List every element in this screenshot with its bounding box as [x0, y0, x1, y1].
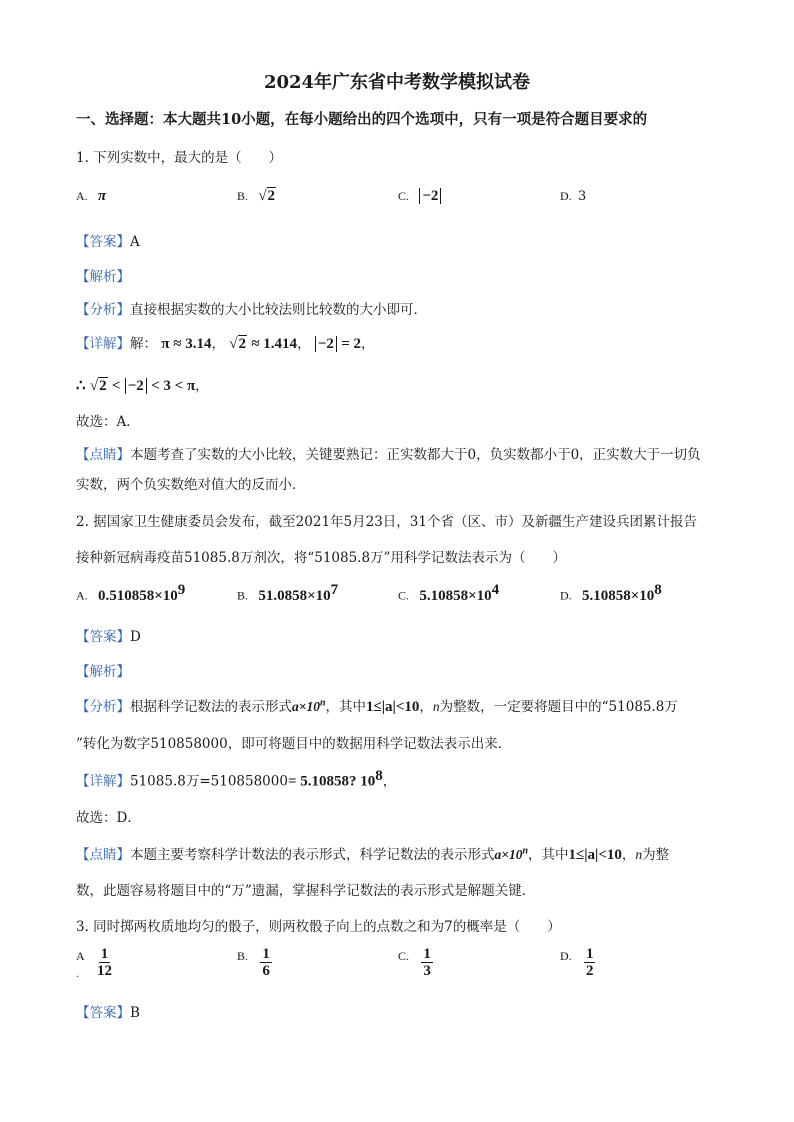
exponent: 7 — [330, 582, 339, 598]
separator: ， — [297, 336, 311, 352]
q3-option-b — [237, 946, 272, 979]
q2-option-b — [237, 582, 338, 605]
q3-answer — [76, 1001, 140, 1021]
q1-stem: 1. 下列实数中，最大的是（ ） — [76, 150, 283, 166]
q1-option-b — [237, 188, 276, 205]
exponent: 4 — [491, 582, 500, 598]
option-label: A. — [76, 588, 88, 603]
dianjing-tag: 【点睛】 — [76, 447, 130, 463]
fenxi-text: 为整数，一定要将题目中的“51085.8万 — [439, 699, 678, 715]
answer-value: B — [130, 1005, 140, 1021]
denominator: 6 — [262, 963, 270, 979]
q2-option-c — [398, 582, 499, 605]
exponent: n — [522, 845, 529, 857]
option-value: 3 — [577, 189, 587, 204]
q1-dianjing — [76, 443, 701, 463]
exponent: 8 — [375, 768, 383, 784]
numerator: 1 — [262, 946, 270, 962]
sqrt-expression: √2 — [229, 336, 247, 352]
exponent: n — [319, 697, 326, 709]
option-label: C. — [398, 588, 410, 603]
separator: ， — [361, 336, 375, 352]
q3-stem: 3. 同时掷两枚质地均匀的骰子，则两枚骰子向上的点数之和为7的概率是（ ） — [76, 919, 561, 935]
option-label: D. — [560, 588, 572, 603]
q2-dianjing — [76, 843, 669, 864]
q2-fenxi — [76, 695, 678, 716]
separator: ， — [211, 336, 225, 352]
option-label: C. — [398, 189, 410, 203]
q2-option-a — [76, 582, 185, 605]
fenxi-text: ，其中 — [325, 699, 367, 715]
q1-option-c — [398, 188, 441, 205]
q1-guxuan: 故选：A． — [76, 414, 140, 430]
exponent: 9 — [177, 582, 186, 598]
less-than: < — [111, 378, 121, 394]
q1-option-d — [560, 188, 586, 204]
math-abs-equals: = 2 — [341, 336, 362, 352]
numerator: 1 — [100, 946, 109, 962]
q2-dianjing-line2: 数，此题容易将题目中的“万”遗漏，掌握科学记数法的表示形式是解题关键． — [76, 883, 536, 899]
dianjing-text: 为整 — [642, 847, 670, 863]
var-n: n — [635, 847, 643, 862]
dianjing-text: 本题主要考察科学计数法的表示形式，科学记数法的表示形式 — [130, 847, 495, 863]
xiangjie-text: 51085.8万=510858000 — [130, 773, 288, 790]
fraction — [260, 946, 272, 979]
q1-fenxi — [76, 298, 427, 318]
sqrt-expression: √2 — [258, 188, 276, 204]
sci-notation: 0.510858×10 — [97, 587, 178, 604]
math-pi-approx: π ≈ 3.14 — [161, 336, 212, 352]
math-result: = 5.10858? 10 — [287, 773, 376, 790]
fenxi-tag: 【分析】 — [76, 699, 130, 715]
option-label: C. — [398, 949, 410, 963]
option-label: D. — [560, 189, 572, 203]
abs-value-expression: −2 — [125, 378, 147, 394]
separator: ， — [621, 847, 636, 863]
separator: ， — [419, 699, 433, 715]
option-value: π — [97, 188, 107, 204]
separator: ， — [195, 378, 209, 394]
math-sqrt-approx: ≈ 1.414 — [251, 336, 298, 352]
denominator: 2 — [585, 963, 594, 979]
sci-notation: 5.10858×10 — [419, 587, 492, 604]
q1-dianjing-line2: 实数，两个负实数绝对值大的反而小． — [76, 477, 306, 493]
option-label: B. — [237, 189, 249, 203]
q1-option-a — [76, 188, 106, 205]
dianjing-tag: 【点睛】 — [76, 847, 130, 863]
sqrt-expression: √2 — [89, 378, 107, 394]
q1-answer — [76, 230, 140, 250]
q2-guxuan: 故选：D． — [76, 810, 141, 826]
fenxi-tag: 【分析】 — [76, 302, 130, 318]
var-n: n — [432, 699, 440, 714]
q2-jiexi-tag: 【解析】 — [76, 664, 130, 680]
option-label: B. — [237, 949, 249, 963]
q1-xiangjie — [76, 332, 375, 353]
q2-fenxi-line2: ”转化为数字510858000，即可将题目中的数据用科学记数法表示出来． — [76, 736, 512, 752]
answer-value: D — [130, 629, 141, 645]
dianjing-text: 本题考查了实数的大小比较，关键要熟记：正实数都大于0，负实数都小于0，正实数大于一切负 — [130, 447, 701, 463]
option-label: B. — [237, 588, 249, 603]
q1-jiexi-tag: 【解析】 — [76, 269, 130, 285]
exponent: 8 — [654, 582, 662, 598]
xiangjie-tag: 【详解】 — [76, 336, 130, 352]
abs-value-expression: −2 — [419, 188, 441, 204]
fraction — [97, 946, 112, 979]
q3-option-d — [560, 946, 595, 979]
numerator: 1 — [423, 946, 431, 962]
fenxi-text: 直接根据实数的大小比较法则比较数的大小即可． — [130, 302, 427, 318]
q1-inequality — [76, 374, 209, 395]
sci-notation: 5.10858×10 — [581, 587, 655, 604]
sci-notation: 51.0858×10 — [258, 587, 331, 604]
xiangjie-tag: 【详解】 — [76, 773, 130, 790]
q2-option-d — [560, 582, 662, 605]
q2-answer — [76, 625, 141, 645]
q2-stem-line2: 接种新冠病毒疫苗51085.8万剂次，将“51085.8万”用科学记数法表示为（ ） — [76, 550, 566, 566]
math-form: a×10 — [494, 847, 523, 862]
math-form: a×10 — [292, 699, 320, 714]
section-heading: 一、选择题：本大题共10小题，在每小题给出的四个选项中，只有一项是符合题目要求的 — [76, 111, 648, 128]
option-label: D. — [560, 949, 572, 963]
option-label: A — [76, 949, 85, 963]
math-condition: 1≤|a|<10 — [568, 847, 622, 863]
answer-tag: 【答案】 — [76, 234, 130, 250]
xiangjie-pre: 解： — [130, 336, 157, 352]
radicand: 2 — [99, 378, 107, 394]
inequality-tail: < 3 < π — [151, 378, 196, 394]
abs-value-expression: −2 — [315, 336, 337, 352]
q3-option-a — [76, 946, 112, 979]
answer-value: A — [130, 234, 140, 250]
doc-title: 2024年广东省中考数学模拟试卷 — [263, 72, 531, 93]
q3-option-c — [398, 946, 433, 979]
q2-xiangjie — [76, 768, 396, 791]
radicand: 2 — [267, 188, 276, 204]
answer-tag: 【答案】 — [76, 1005, 130, 1021]
answer-tag: 【答案】 — [76, 629, 130, 645]
option-label: A. — [76, 189, 88, 203]
fraction — [584, 946, 596, 979]
dianjing-text: ，其中 — [528, 847, 569, 863]
radicand: 2 — [238, 336, 247, 352]
denominator: 3 — [423, 963, 431, 979]
q2-stem-line1: 2. 据国家卫生健康委员会发布，截至2021年5月23日，31个省（区、市）及新疆生产建设兵团累计报告 — [76, 514, 697, 530]
numerator: 1 — [585, 946, 594, 962]
denominator: 12 — [96, 963, 112, 979]
fenxi-text: 根据科学记数法的表示形式 — [130, 699, 292, 715]
therefore-symbol: ∴ — [76, 378, 86, 394]
separator: ， — [382, 773, 397, 790]
option-label-dot: . — [76, 966, 79, 980]
math-condition: 1≤|a|<10 — [366, 699, 420, 715]
fraction — [421, 946, 433, 979]
